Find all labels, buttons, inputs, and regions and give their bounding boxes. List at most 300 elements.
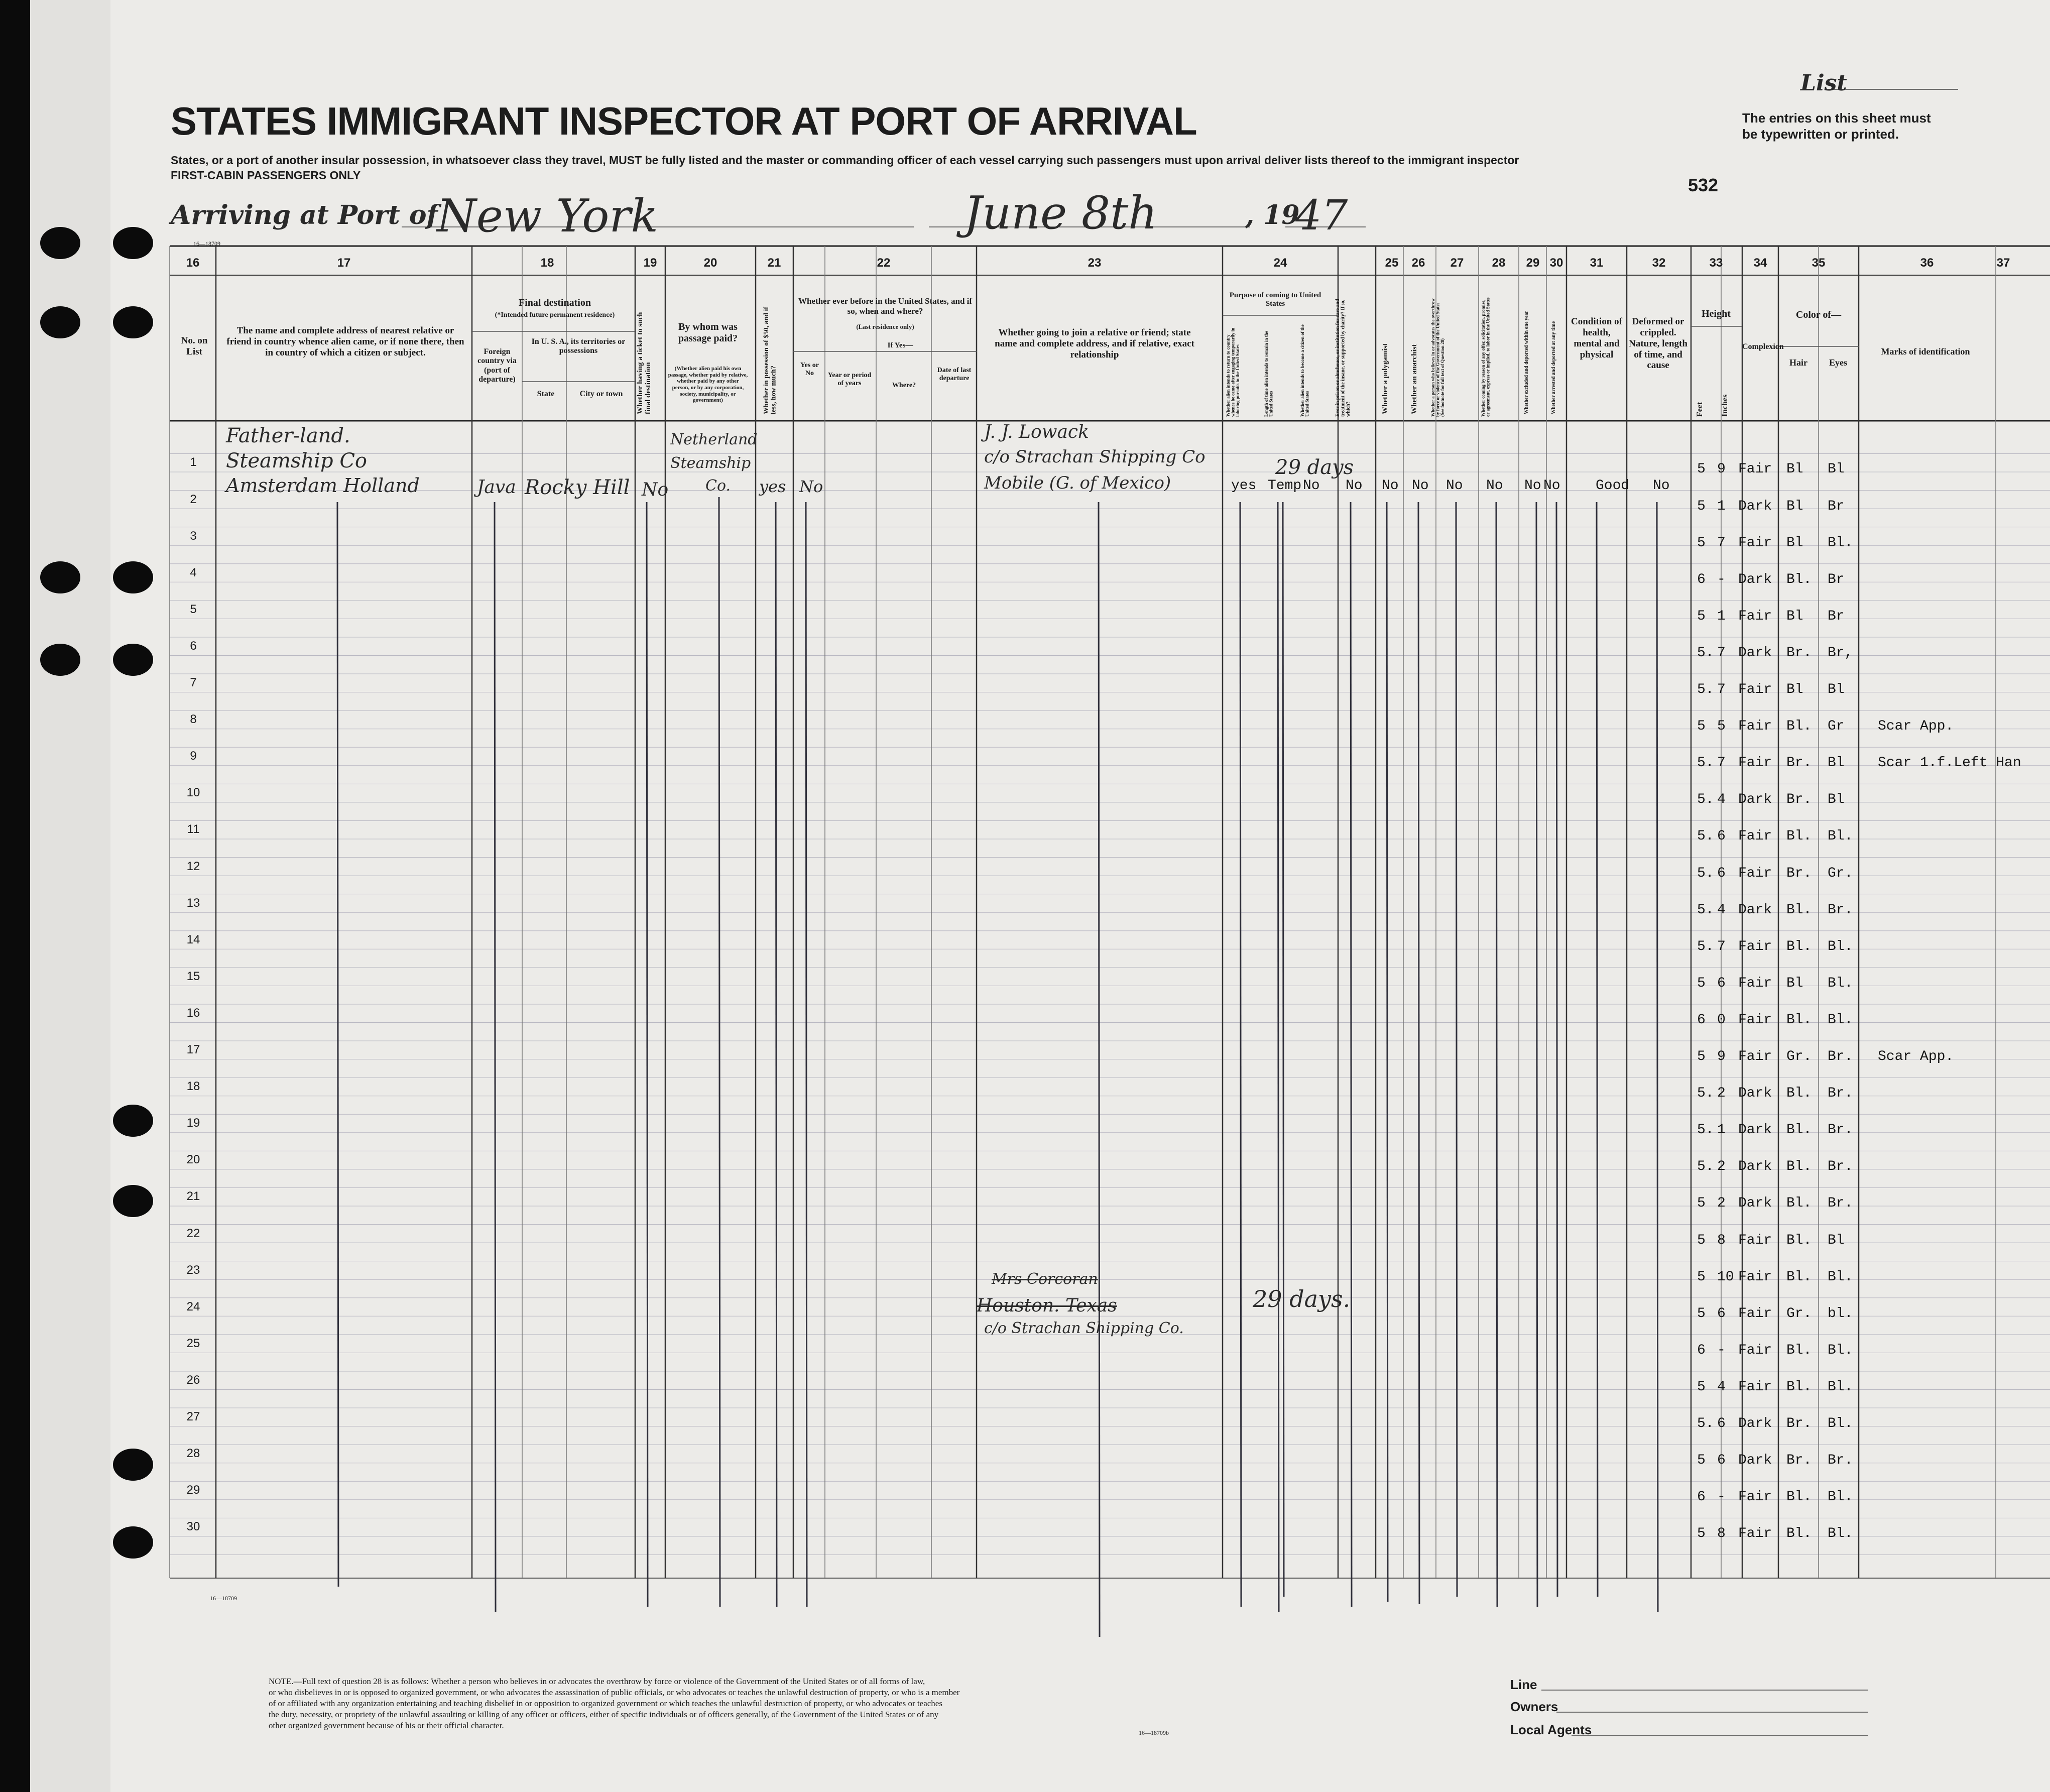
- cell-hair: Bl.: [1786, 1526, 1812, 1542]
- cell-eyes: Bl: [1828, 682, 1845, 698]
- joining-row24: c/o Strachan Shipping Co.: [984, 1320, 1184, 1337]
- ditto-stroke: [1099, 502, 1100, 1637]
- ditto-stroke: [1283, 502, 1284, 1597]
- cell-eyes: Br.: [1828, 1049, 1853, 1065]
- header-height: Height: [1702, 308, 1731, 319]
- entries-note-2: be typewritten or printed.: [1742, 127, 1899, 142]
- cell-inches: 2: [1717, 1159, 1726, 1175]
- cell-feet: 5.: [1697, 828, 1714, 845]
- cell-marks: Scar App.: [1878, 719, 1954, 735]
- row-number: 25: [186, 1336, 200, 1350]
- row-number: 5: [190, 602, 197, 616]
- cell-feet: 5.: [1697, 1159, 1714, 1175]
- cell-inches: 7: [1717, 938, 1726, 954]
- cell-hair: Bl: [1786, 975, 1803, 991]
- cell-feet: 6: [1697, 1342, 1706, 1358]
- relative-line1: Father-land.: [226, 424, 350, 447]
- cell-hair: Bl: [1786, 608, 1803, 624]
- cell-inches: 6: [1717, 865, 1726, 881]
- cell-feet: 5: [1697, 1232, 1706, 1248]
- row-number: 21: [186, 1189, 200, 1204]
- row-number: 7: [190, 676, 197, 690]
- form-code-bottom: 16—18709: [210, 1595, 237, 1602]
- column-number: 28: [1492, 256, 1506, 270]
- ditto-stroke: [1597, 502, 1598, 1597]
- first-cabin-label: FIRST-CABIN PASSENGERS ONLY: [171, 169, 361, 182]
- cell-hair: Bl.: [1786, 1269, 1812, 1285]
- cell-feet: 5.: [1697, 792, 1714, 808]
- fifty-value: yes: [759, 477, 786, 496]
- cell-hair: Br.: [1786, 865, 1812, 881]
- ditto-stroke: [1387, 502, 1388, 1602]
- cell-eyes: Bl.: [1828, 1489, 1853, 1505]
- cell-complexion: Fair: [1738, 535, 1772, 551]
- row-number: 27: [186, 1410, 200, 1424]
- cell-eyes: Br: [1828, 608, 1845, 624]
- cell-hair: Bl.: [1786, 1086, 1812, 1102]
- header-date-last: Date of last departure: [937, 367, 972, 383]
- row-number: 16: [186, 1006, 200, 1020]
- cell-hair: Br.: [1786, 1416, 1812, 1432]
- cell-feet: 6: [1697, 1489, 1706, 1505]
- header-deformed: Deformed or crippled. Nature, length of time, and cause: [1629, 316, 1687, 371]
- cell-eyes: Br,: [1828, 645, 1853, 661]
- cell-inches: 6: [1717, 1453, 1726, 1469]
- row-number: 23: [186, 1263, 200, 1277]
- header-yes-no: Yes or No: [800, 362, 819, 378]
- cell-eyes: Br.: [1828, 1122, 1853, 1138]
- cell-complexion: Fair: [1738, 975, 1772, 991]
- header-final-destination-note: (*Intended future permanent residence): [495, 311, 615, 319]
- q29-value: No: [1486, 478, 1503, 494]
- cell-eyes: Bl: [1828, 755, 1845, 771]
- cell-eyes: Br.: [1828, 1453, 1853, 1469]
- cell-complexion: Dark: [1738, 1159, 1772, 1175]
- cell-inches: 6: [1717, 1416, 1726, 1432]
- cell-inches: 1: [1717, 608, 1726, 624]
- header-in-usa: In U. S. A., its territories or possessions: [531, 337, 626, 355]
- cell-complexion: Fair: [1738, 1049, 1772, 1065]
- cell-complexion: Dark: [1738, 498, 1772, 514]
- cell-hair: Bl.: [1786, 571, 1812, 587]
- column-number: 18: [540, 256, 554, 270]
- cell-eyes: Bl.: [1828, 1012, 1853, 1028]
- joining-row22: Mrs Corcoran: [992, 1270, 1098, 1288]
- ditto-stroke: [1657, 502, 1658, 1612]
- ditto-stroke: [1418, 502, 1419, 1604]
- column-number: 27: [1450, 256, 1464, 270]
- cell-inches: 8: [1717, 1232, 1726, 1248]
- cell-eyes: Br.: [1828, 1086, 1853, 1102]
- cell-complexion: Dark: [1738, 792, 1772, 808]
- q28-value: No: [1446, 478, 1463, 494]
- form-code: 16—18709: [193, 240, 220, 247]
- arriving-label: Arriving at Port of: [171, 200, 438, 230]
- header-last-residence: (Last residence only): [856, 323, 914, 330]
- cell-feet: 5.: [1697, 755, 1714, 771]
- cell-feet: 5.: [1697, 1416, 1714, 1432]
- page-subtitle: States, or a port of another insular possession, in whatsoever class they travel, MUST be fully listed and the master or commanding officer of each vessel carrying such passengers must upon arrival deliver lists thereof to the immigrant inspector: [171, 154, 1519, 167]
- prison-value: No: [1346, 478, 1363, 494]
- cell-marks: Scar App.: [1878, 1049, 1954, 1065]
- cell-inches: -: [1717, 1489, 1726, 1505]
- cell-hair: Bl.: [1786, 828, 1812, 845]
- purpose-b-value: Temp: [1268, 478, 1302, 494]
- cell-feet: 5: [1697, 1196, 1706, 1212]
- cell-complexion: Fair: [1738, 1379, 1772, 1395]
- cell-hair: Bl.: [1786, 1379, 1812, 1395]
- row-number: 12: [186, 859, 200, 873]
- cell-inches: 4: [1717, 902, 1726, 918]
- foreign-country-value: Java: [477, 477, 516, 498]
- header-offer: Whether coming by reason of any offer, solicitation, promise, or agreement, express or implied, to labor in the United States: [1481, 297, 1491, 417]
- cell-inches: 7: [1717, 682, 1726, 698]
- column-number: 33: [1709, 256, 1723, 270]
- cell-inches: 10: [1717, 1269, 1734, 1285]
- cell-complexion: Fair: [1738, 461, 1772, 477]
- header-ticket: Whether having a ticket to such final destination: [636, 312, 652, 414]
- page-title: STATES IMMIGRANT INSPECTOR AT PORT OF ARRIVAL: [171, 99, 1197, 143]
- purpose-row23: 29 days.: [1253, 1285, 1351, 1312]
- column-number: 34: [1753, 256, 1767, 270]
- cell-eyes: Bl.: [1828, 975, 1853, 991]
- column-number: 23: [1088, 256, 1102, 270]
- cell-eyes: Bl.: [1828, 828, 1853, 845]
- cell-complexion: Fair: [1738, 865, 1772, 881]
- header-fifty-dollars: Whether in possession of $50, and if less, how much?: [763, 306, 778, 414]
- header-excluded: Whether excluded and deported within one year: [1524, 311, 1529, 414]
- purpose-c-value: No: [1303, 478, 1320, 494]
- cell-complexion: Fair: [1738, 682, 1772, 698]
- row-number: 13: [186, 896, 200, 910]
- cell-eyes: bl.: [1828, 1305, 1853, 1322]
- column-number: 31: [1590, 256, 1604, 270]
- column-number: 30: [1549, 256, 1563, 270]
- cell-inches: 1: [1717, 498, 1726, 514]
- row-number: 20: [186, 1153, 200, 1167]
- cell-feet: 5.: [1697, 1122, 1714, 1138]
- cell-hair: Bl: [1786, 461, 1803, 477]
- cell-eyes: Br.: [1828, 1159, 1853, 1175]
- cell-complexion: Fair: [1738, 1269, 1772, 1285]
- cell-complexion: Dark: [1738, 1086, 1772, 1102]
- cell-feet: 5.: [1697, 1086, 1714, 1102]
- header-foreign-country: Foreign country via (port of departure): [477, 347, 517, 384]
- column-number: 16: [186, 256, 200, 270]
- cell-feet: 5.: [1697, 902, 1714, 918]
- header-joining: Whether going to join a relative or friend; state name and complete address, and if relative, exact relationship: [995, 327, 1194, 360]
- cell-feet: 5: [1697, 608, 1706, 624]
- row-number: 30: [186, 1520, 200, 1534]
- cell-hair: Bl.: [1786, 1342, 1812, 1358]
- cell-eyes: Bl: [1828, 1232, 1845, 1248]
- port-handwritten: New York: [437, 190, 658, 243]
- cell-feet: 5: [1697, 498, 1706, 514]
- row-number: 8: [190, 712, 197, 727]
- cell-inches: 0: [1717, 1012, 1726, 1028]
- header-no-on-list: No. on List: [181, 335, 208, 357]
- row-number: 18: [186, 1080, 200, 1094]
- header-feet: Feet: [1696, 402, 1704, 417]
- cell-complexion: Dark: [1738, 1122, 1772, 1138]
- cell-inches: 8: [1717, 1526, 1726, 1542]
- relative-line2: Steamship Co: [226, 449, 368, 472]
- relative-line3: Amsterdam Holland: [226, 474, 420, 497]
- cell-hair: Br.: [1786, 755, 1812, 771]
- cell-hair: Bl: [1786, 535, 1803, 551]
- entries-note-1: The entries on this sheet must: [1742, 110, 1931, 126]
- year-prefix: , 19: [1245, 200, 1300, 230]
- cell-inches: 7: [1717, 645, 1726, 661]
- cell-hair: Bl.: [1786, 1489, 1812, 1505]
- cell-complexion: Dark: [1738, 645, 1772, 661]
- header-state: State: [537, 390, 555, 398]
- cell-hair: Bl.: [1786, 719, 1812, 735]
- cell-hair: Bl: [1786, 498, 1803, 514]
- row-number: 24: [186, 1299, 200, 1313]
- cell-feet: 5: [1697, 719, 1706, 735]
- cell-feet: 5.: [1697, 865, 1714, 881]
- header-health: Condition of health, mental and physical: [1571, 316, 1622, 360]
- header-final-destination: Final destination: [519, 297, 591, 308]
- cell-feet: 5: [1697, 1526, 1706, 1542]
- ditto-stroke: [776, 502, 777, 1607]
- year-handwritten: 47: [1295, 192, 1348, 240]
- cell-eyes: Bl: [1828, 792, 1845, 808]
- joining-line2: c/o Strachan Shipping Co: [984, 447, 1205, 467]
- row-number: 11: [187, 822, 200, 837]
- cell-complexion: Fair: [1738, 1342, 1772, 1358]
- cell-complexion: Dark: [1738, 902, 1772, 918]
- cell-inches: 2: [1717, 1086, 1726, 1102]
- cell-inches: -: [1717, 571, 1726, 587]
- cell-feet: 5: [1697, 1269, 1706, 1285]
- ditto-stroke: [806, 502, 807, 1607]
- cell-complexion: Fair: [1738, 938, 1772, 954]
- row-number: 28: [186, 1447, 200, 1461]
- cell-hair: Bl.: [1786, 1122, 1812, 1138]
- cell-feet: 5: [1697, 1379, 1706, 1395]
- column-number: 17: [337, 256, 351, 270]
- header-passage-note: (Whether alien paid his own passage, whether paid by relative, whether paid by any other person, or by any corporation, society, municipality, or government): [668, 366, 748, 404]
- date-handwritten: June 8th: [964, 187, 1158, 240]
- column-number: 26: [1411, 256, 1425, 270]
- footnote-line3: of or affiliated with any organization entertaining and teaching disbelief in or opposition to organized government or which teaches the unlawful destruction of property, or who advocates or teaches: [269, 1699, 942, 1708]
- row-number: 3: [190, 529, 197, 543]
- cell-eyes: Gr.: [1828, 865, 1853, 881]
- form-code-footer: 16—18709b: [1139, 1729, 1169, 1736]
- column-number: 24: [1273, 256, 1287, 270]
- cell-hair: Bl.: [1786, 902, 1812, 918]
- header-purpose: Purpose of coming to United States: [1229, 291, 1321, 308]
- cell-hair: Bl.: [1786, 1012, 1812, 1028]
- paid-line1: Netherland: [670, 431, 758, 448]
- column-number: 20: [703, 256, 717, 270]
- ditto-stroke: [647, 502, 648, 1607]
- cell-inches: 9: [1717, 1049, 1726, 1065]
- line-label: Line: [1510, 1677, 1537, 1692]
- health-value: Good: [1596, 478, 1630, 494]
- ditto-stroke: [337, 502, 338, 1587]
- row-number: 17: [186, 1043, 200, 1057]
- header-purpose-c: Whether alien intends to become a citizen of the United States: [1300, 324, 1310, 417]
- cell-complexion: Dark: [1738, 1196, 1772, 1212]
- cell-hair: Br.: [1786, 792, 1812, 808]
- column-number: 32: [1652, 256, 1666, 270]
- ditto-stroke: [1536, 502, 1537, 1607]
- header-ever-before: Whether ever before in the United States, and if so, when and where?: [798, 296, 973, 316]
- header-purpose-b: Length of time alien intends to remain in the United States: [1264, 331, 1274, 417]
- column-number: 36: [1920, 256, 1934, 270]
- cell-eyes: Br: [1828, 571, 1845, 587]
- cell-marks: Scar 1.f.Left Han: [1878, 755, 2021, 771]
- q30-value: No: [1524, 478, 1541, 494]
- row-number: 29: [186, 1483, 200, 1497]
- owners-label: Owners: [1510, 1699, 1558, 1714]
- header-color-of: Color of—: [1795, 309, 1842, 320]
- row-number: 4: [190, 565, 197, 579]
- paid-line2: Steamship: [670, 454, 751, 472]
- joining-line3: Mobile (G. of Mexico): [984, 473, 1171, 493]
- polygamist-value: No: [1382, 478, 1399, 494]
- cell-feet: 5: [1697, 535, 1706, 551]
- cell-feet: 5.: [1697, 938, 1714, 954]
- cell-inches: 1: [1717, 1122, 1726, 1138]
- row-number: 26: [186, 1373, 200, 1387]
- cell-eyes: Bl.: [1828, 1269, 1853, 1285]
- cell-inches: 4: [1717, 1379, 1726, 1395]
- cell-hair: Br.: [1786, 1453, 1812, 1469]
- cell-complexion: Fair: [1738, 1526, 1772, 1542]
- ticket-value: No: [642, 480, 669, 500]
- column-number: 35: [1812, 256, 1826, 270]
- column-number: 37: [1996, 256, 2010, 270]
- cell-inches: 6: [1717, 975, 1726, 991]
- cell-feet: 5: [1697, 461, 1706, 477]
- header-polygamist: Whether a polygamist: [1381, 343, 1389, 414]
- joining-line1: J. J. Lowack: [984, 422, 1089, 442]
- row-number: 6: [190, 639, 197, 653]
- cell-feet: 5: [1697, 1049, 1706, 1065]
- row-number: 2: [190, 492, 197, 506]
- cell-feet: 5: [1697, 1305, 1706, 1322]
- row-number: 22: [186, 1226, 200, 1240]
- cell-inches: 4: [1717, 792, 1726, 808]
- cell-eyes: Bl.: [1828, 938, 1853, 954]
- ditto-stroke: [719, 497, 720, 1607]
- row-number: 10: [186, 786, 200, 800]
- deformed-value: No: [1653, 478, 1670, 494]
- ditto-stroke: [1240, 502, 1241, 1607]
- column-number: 21: [767, 256, 781, 270]
- cell-inches: 7: [1717, 535, 1726, 551]
- cell-complexion: Dark: [1738, 1453, 1772, 1469]
- footnote-line2: or who disbelieves in or is opposed to organized government, or who advocates the assassination of public officials, or who advocates or teaches the unlawful destruction of property, or who is a member: [269, 1688, 960, 1697]
- cell-feet: 6: [1697, 571, 1706, 587]
- cell-complexion: Fair: [1738, 1305, 1772, 1322]
- header-inches: Inches: [1721, 394, 1729, 417]
- cell-hair: Gr.: [1786, 1049, 1812, 1065]
- cell-hair: Bl.: [1786, 1159, 1812, 1175]
- cell-complexion: Fair: [1738, 755, 1772, 771]
- header-where: Where?: [892, 382, 916, 389]
- paid-line3: Co.: [705, 477, 731, 495]
- column-number: 22: [877, 256, 891, 270]
- ditto-stroke: [1351, 502, 1352, 1607]
- q31-value: No: [1543, 478, 1560, 494]
- sheet-number: 532: [1688, 175, 1719, 195]
- city-value: Rocky Hill: [525, 476, 630, 499]
- cell-complexion: Fair: [1738, 608, 1772, 624]
- cell-complexion: Fair: [1738, 1489, 1772, 1505]
- cell-inches: 5: [1717, 719, 1726, 735]
- header-year-period: Year or period of years: [827, 372, 872, 388]
- header-relative-address: The name and complete address of nearest relative or friend in country whence alien came, or if none there, then in country of which a citizen or subject.: [226, 325, 464, 358]
- row-number: 1: [190, 455, 197, 469]
- cell-eyes: Br: [1828, 498, 1845, 514]
- cell-hair: Gr.: [1786, 1305, 1812, 1322]
- row-number: 9: [190, 749, 197, 763]
- cell-eyes: Bl.: [1828, 1416, 1853, 1432]
- column-number: 25: [1385, 256, 1399, 270]
- header-arrested: Whether arrested and deported at any time: [1551, 321, 1556, 414]
- cell-inches: 2: [1717, 1196, 1726, 1212]
- list-label: List: [1800, 70, 1847, 96]
- column-number: 19: [643, 256, 657, 270]
- ever-before-value: No: [799, 477, 823, 496]
- header-passage-paid: By whom was passage paid?: [678, 321, 738, 344]
- cell-eyes: Bl.: [1828, 1379, 1853, 1395]
- cell-complexion: Fair: [1738, 828, 1772, 845]
- header-complexion: Complexion: [1742, 342, 1784, 351]
- anarchist-value: No: [1412, 478, 1429, 494]
- header-city: City or town: [579, 390, 623, 398]
- cell-eyes: Br.: [1828, 1196, 1853, 1212]
- ditto-stroke: [1278, 502, 1279, 1612]
- cell-eyes: Bl.: [1828, 1342, 1853, 1358]
- cell-complexion: Fair: [1738, 719, 1772, 735]
- cell-eyes: Gr: [1828, 719, 1845, 735]
- column-number: 29: [1526, 256, 1540, 270]
- header-prison: Ever in prison or almshouse, or institution for care and treatment of the insane, or supported by charity? If so, which?: [1335, 299, 1351, 417]
- header-marks: Marks of identification: [1881, 346, 1970, 356]
- cell-feet: 6: [1697, 1012, 1706, 1028]
- cell-eyes: Bl: [1828, 461, 1845, 477]
- cell-inches: 6: [1717, 828, 1726, 845]
- cell-complexion: Fair: [1738, 1232, 1772, 1248]
- header-anarchist: Whether an anarchist: [1410, 344, 1418, 414]
- header-purpose-a: Whether alien intends to return to country whence he came after engaging temporarily in laboring pursuits in the United States: [1226, 327, 1240, 417]
- header-eyes: Eyes: [1829, 357, 1847, 368]
- cell-complexion: Dark: [1738, 1416, 1772, 1432]
- header-overthrow: Whether a person who believes in or advocates the overthrow by force or violence of the Government of the United States (See footnote for full text of Question 28): [1430, 298, 1445, 417]
- footnote-line4: the duty, necessity, or propriety of the unlawful assaulting or killing of any officer or officers, either of specific individuals or of officers generally, of the Government of the United States or of any: [269, 1710, 939, 1719]
- purpose-a-value: yes: [1231, 478, 1257, 494]
- cell-inches: 9: [1717, 461, 1726, 477]
- cell-feet: 5: [1697, 975, 1706, 991]
- cell-eyes: Br.: [1828, 902, 1853, 918]
- cell-eyes: Bl.: [1828, 1526, 1853, 1542]
- cell-feet: 5: [1697, 1453, 1706, 1469]
- cell-hair: Bl: [1786, 682, 1803, 698]
- row-number: 15: [186, 969, 200, 983]
- local-agents-label: Local Agents: [1510, 1722, 1592, 1737]
- joining-row23: Houston. Texas: [977, 1295, 1117, 1316]
- cell-feet: 5.: [1697, 682, 1714, 698]
- cell-inches: -: [1717, 1342, 1726, 1358]
- cell-feet: 5.: [1697, 645, 1714, 661]
- cell-eyes: Bl.: [1828, 535, 1853, 551]
